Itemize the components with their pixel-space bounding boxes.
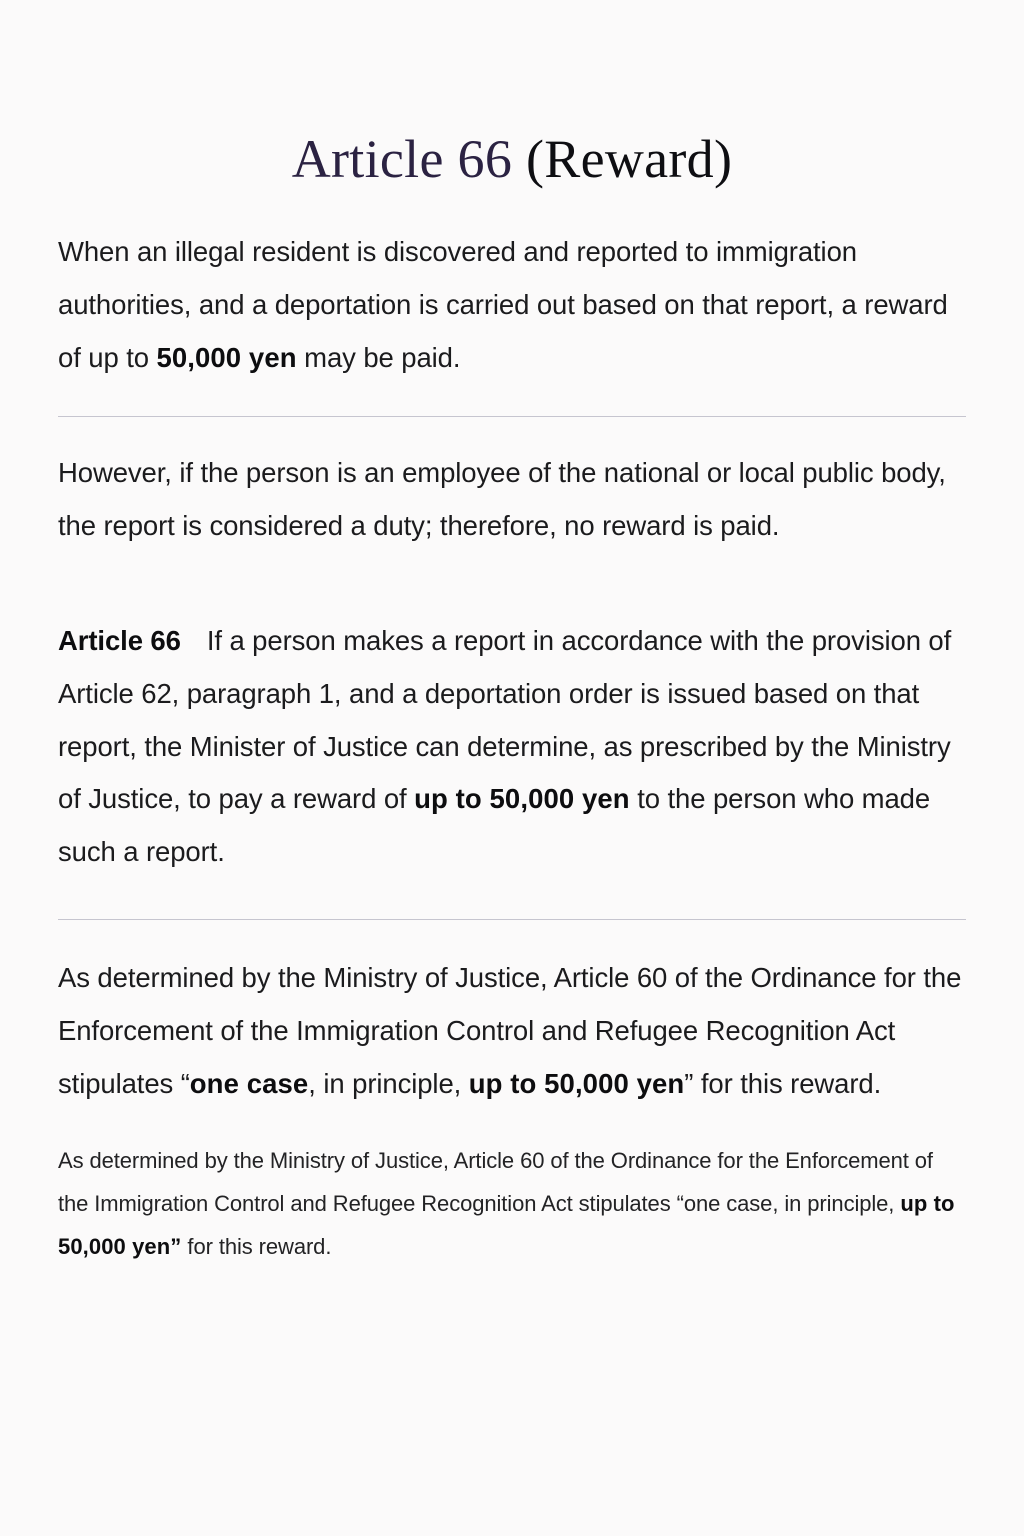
paragraph-note-text-1: As determined by the Ministry of Justice, Article 60 of the Ordinance for the Enforcement of the Immigration Control and Refugee Recognition Act stipulates “one case, in principle,: [58, 1148, 933, 1217]
paragraph-note-amount: up to 50,000 yen”: [58, 1191, 955, 1260]
paragraph-note-text-2: for this reward.: [181, 1234, 332, 1260]
document-body: [58, 190, 966, 1269]
paragraph-lead-text-1: When an illegal resident is discovered and reported to immigration authorities, and a deportation is carried out based on that report, a reward of up to: [58, 236, 948, 373]
paragraph-statute-text-2: to the person who made such a report.: [58, 783, 931, 868]
page-title-article: Article 66: [291, 129, 513, 189]
paragraph-lead-text-2: may be paid.: [296, 341, 461, 373]
page-title: [58, 0, 966, 190]
paragraph-ministry-text-3: ” for this reward.: [684, 1067, 882, 1099]
paragraph-statute-label: Article 66: [58, 625, 181, 657]
paragraph-lead-amount: 50,000 yen: [156, 341, 297, 373]
paragraph-ministry-text-1: As determined by the Ministry of Justice, Article 60 of the Ordinance for the Enforcement of the Immigration Control and Refugee Recognition Act stipulates “: [58, 962, 962, 1099]
paragraph-statute-amount: up to 50,000 yen: [414, 783, 630, 815]
paragraph-ministry-text-2: , in principle,: [308, 1067, 469, 1099]
paragraph-ministry-emphasis-one-case: one case: [189, 1067, 309, 1099]
paragraph-statute: [58, 553, 966, 879]
paragraph-ministry: [58, 920, 966, 1110]
paragraph-however: However, if the person is an employee of the national or local public body, the report is considered a duty; therefore, no reward is paid.: [58, 457, 946, 542]
paragraph-statute-text-1: If a person makes a report in accordance with the provision of Article 62, paragraph 1, and a deportation order is issued based on that report, the Minister of Justice can determine, as prescribed by the Ministry of Justice, to pay a reward of: [58, 625, 952, 815]
page-title-parenthetical: (Reward): [525, 129, 733, 189]
paragraph-lead: [58, 190, 966, 384]
page-title-space: [512, 129, 526, 189]
paragraph-ministry-amount: up to 50,000 yen: [468, 1067, 685, 1099]
paragraph-note: [58, 1110, 966, 1269]
